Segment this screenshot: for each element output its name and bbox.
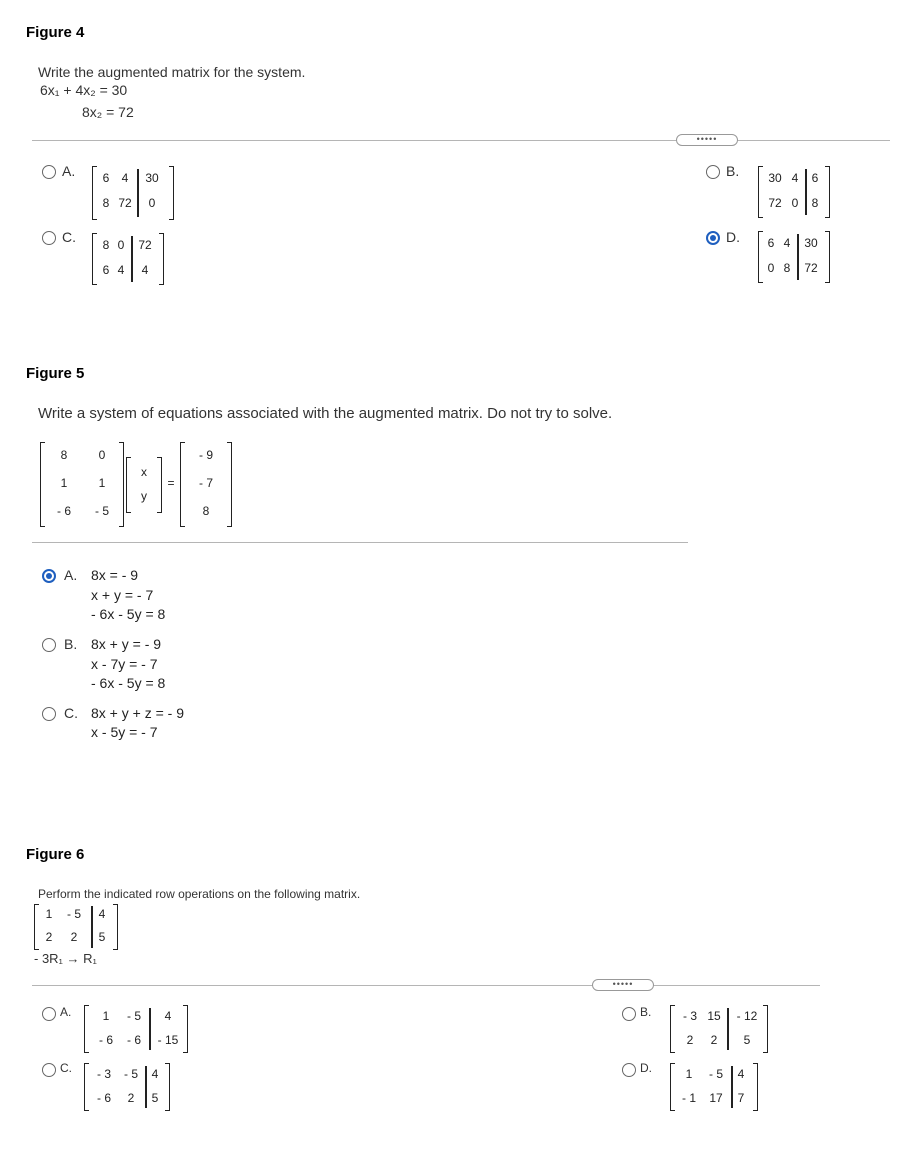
matrix-cell: - 1 xyxy=(681,1091,696,1105)
matrix-cell: 1 xyxy=(98,476,106,490)
matrix-cell: 5 xyxy=(151,1091,159,1105)
matrix-cell: 2 xyxy=(45,930,53,944)
fig5-coefficient-matrix xyxy=(40,442,124,527)
matrix-cell: 72 xyxy=(768,196,782,210)
fig6-option-c-matrix xyxy=(84,1063,170,1111)
fig6-given-matrix xyxy=(34,904,118,950)
fig6-option-c-label: C. xyxy=(60,1061,72,1075)
matrix-cell: 4 xyxy=(737,1067,745,1081)
figure-6-title: Figure 6 xyxy=(26,846,85,863)
matrix-cell: 15 xyxy=(707,1009,721,1023)
matrix-cell: - 6 xyxy=(96,1091,111,1105)
fig4-option-b-label: B. xyxy=(726,163,740,179)
figure-5-question: Write a system of equations associated with the augmented matrix. Do not try to solve. xyxy=(38,405,613,422)
matrix-cell: - 5 xyxy=(66,907,81,921)
matrix-cell: - 5 xyxy=(126,1009,141,1023)
matrix-cell: x xyxy=(141,465,147,479)
matrix-cell: 1 xyxy=(45,907,53,921)
figure-6-question: Perform the indicated row operations on the following matrix. xyxy=(38,887,361,901)
fig6-option-b-label: B. xyxy=(640,1005,652,1019)
fig6-option-b-matrix xyxy=(670,1005,768,1053)
matrix-cell: 1 xyxy=(60,476,68,490)
matrix-cell: 0 xyxy=(767,261,775,275)
figure-4-title: Figure 4 xyxy=(26,24,85,41)
fig5-option-c-radio[interactable] xyxy=(42,707,56,721)
figure-4-equation-1: 6x₁ + 4x₂ = 30 xyxy=(40,82,128,98)
matrix-cell: - 9 xyxy=(198,448,213,462)
matrix-cell: 8 xyxy=(102,238,110,252)
matrix-cell: 2 xyxy=(127,1091,135,1105)
fig4-option-a-radio[interactable] xyxy=(42,165,56,179)
matrix-cell: - 15 xyxy=(157,1033,179,1047)
matrix-cell: 5 xyxy=(98,930,106,944)
matrix-cell: - 5 xyxy=(123,1067,138,1081)
matrix-cell: - 3 xyxy=(682,1009,697,1023)
matrix-cell: 72 xyxy=(804,261,818,275)
matrix-cell: 2 xyxy=(686,1033,694,1047)
fig5-rhs-vector xyxy=(180,442,232,527)
divider xyxy=(32,985,820,986)
fig4-option-a-label: A. xyxy=(62,163,76,179)
matrix-cell: 2 xyxy=(70,930,78,944)
figure-4-question: Write the augmented matrix for the system. xyxy=(38,64,306,80)
matrix-cell: 6 xyxy=(102,171,110,185)
fig6-option-a-label: A. xyxy=(60,1005,72,1019)
matrix-cell: 72 xyxy=(118,196,132,210)
equals-sign: = xyxy=(167,476,175,490)
matrix-cell: y xyxy=(141,489,147,503)
fig6-option-a-matrix xyxy=(84,1005,188,1053)
matrix-cell: - 6 xyxy=(98,1033,113,1047)
matrix-cell: 4 xyxy=(117,263,125,277)
fig5-option-b-line-1: 8x + y = - 9 xyxy=(91,636,162,652)
matrix-cell: 4 xyxy=(783,236,791,250)
matrix-cell: - 3 xyxy=(96,1067,111,1081)
fig5-option-a-label: A. xyxy=(64,567,78,583)
fig5-option-b-label: B. xyxy=(64,636,78,652)
figure-4-equation-2: 8x₂ = 72 xyxy=(82,104,134,120)
matrix-cell: 0 xyxy=(791,196,799,210)
fig6-option-b-radio[interactable] xyxy=(622,1007,636,1021)
matrix-cell: 4 xyxy=(151,1067,159,1081)
matrix-cell: 8 xyxy=(60,448,68,462)
fig4-option-c-radio[interactable] xyxy=(42,231,56,245)
matrix-cell: 8 xyxy=(811,196,819,210)
matrix-cell: 2 xyxy=(710,1033,718,1047)
fig5-option-a-line-2: x + y = - 7 xyxy=(91,587,154,603)
fig5-option-a-line-3: - 6x - 5y = 8 xyxy=(91,606,166,622)
fig4-option-b-radio[interactable] xyxy=(706,165,720,179)
matrix-cell: 4 xyxy=(121,171,129,185)
fig4-option-d-label: D. xyxy=(726,229,740,245)
matrix-cell: - 12 xyxy=(736,1009,758,1023)
fig6-option-d-radio[interactable] xyxy=(622,1063,636,1077)
matrix-cell: 5 xyxy=(743,1033,751,1047)
matrix-cell: 30 xyxy=(768,171,782,185)
matrix-cell: 0 xyxy=(117,238,125,252)
matrix-cell: - 7 xyxy=(198,476,213,490)
expand-dots-button[interactable]: ••••• xyxy=(592,979,654,991)
fig4-option-a-matrix xyxy=(92,166,174,220)
matrix-cell: 7 xyxy=(737,1091,745,1105)
fig4-option-b-matrix xyxy=(758,166,830,218)
matrix-cell: 8 xyxy=(783,261,791,275)
fig6-row-operation: - 3R₁ → R₁ xyxy=(34,951,97,966)
matrix-cell: 1 xyxy=(102,1009,110,1023)
fig5-option-c-line-1: 8x + y + z = - 9 xyxy=(91,705,184,721)
matrix-cell: 72 xyxy=(138,238,152,252)
divider xyxy=(32,542,688,543)
fig4-option-c-label: C. xyxy=(62,229,76,245)
matrix-cell: 6 xyxy=(102,263,110,277)
fig4-option-c-matrix xyxy=(92,233,164,285)
matrix-cell: 0 xyxy=(98,448,106,462)
matrix-cell: 4 xyxy=(98,907,106,921)
fig6-option-c-radio[interactable] xyxy=(42,1063,56,1077)
matrix-cell: 4 xyxy=(791,171,799,185)
fig5-option-c-label: C. xyxy=(64,705,78,721)
fig5-option-a-line-1: 8x = - 9 xyxy=(91,567,139,583)
fig6-option-a-radio[interactable] xyxy=(42,1007,56,1021)
fig5-option-b-radio[interactable] xyxy=(42,638,56,652)
expand-dots-button[interactable]: ••••• xyxy=(676,134,738,146)
fig6-option-d-label: D. xyxy=(640,1061,652,1075)
matrix-cell: 4 xyxy=(164,1009,172,1023)
fig5-option-a-radio[interactable] xyxy=(42,569,56,583)
fig4-option-d-matrix xyxy=(758,231,830,283)
fig5-option-b-line-3: - 6x - 5y = 8 xyxy=(91,675,166,691)
matrix-cell: 30 xyxy=(804,236,818,250)
fig5-option-b-line-2: x - 7y = - 7 xyxy=(91,656,158,672)
fig6-option-d-matrix xyxy=(670,1063,758,1111)
matrix-cell: - 6 xyxy=(56,504,71,518)
fig4-option-d-radio[interactable] xyxy=(706,231,720,245)
matrix-cell: 8 xyxy=(202,504,210,518)
fig5-option-c-line-2: x - 5y = - 7 xyxy=(91,724,158,740)
matrix-cell: 4 xyxy=(141,263,149,277)
matrix-cell: - 6 xyxy=(126,1033,141,1047)
matrix-cell: 1 xyxy=(685,1067,693,1081)
matrix-cell: 6 xyxy=(767,236,775,250)
fig5-variable-vector xyxy=(126,457,162,513)
matrix-cell: 17 xyxy=(709,1091,723,1105)
matrix-cell: - 5 xyxy=(708,1067,723,1081)
figure-5-title: Figure 5 xyxy=(26,365,85,382)
matrix-cell: 30 xyxy=(145,171,159,185)
matrix-cell: 0 xyxy=(148,196,156,210)
divider xyxy=(32,140,890,141)
matrix-cell: 8 xyxy=(102,196,110,210)
matrix-cell: - 5 xyxy=(94,504,109,518)
matrix-cell: 6 xyxy=(811,171,819,185)
